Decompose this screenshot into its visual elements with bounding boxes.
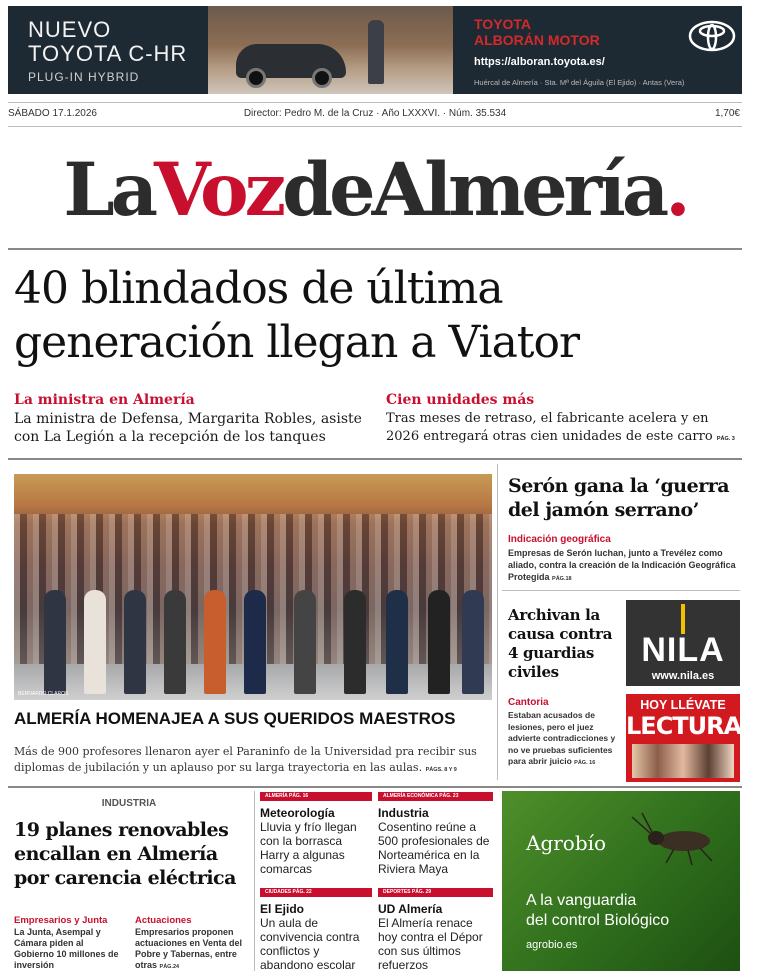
road-line-icon bbox=[681, 604, 685, 634]
brief-headline[interactable]: UD Almería bbox=[378, 902, 443, 916]
guardias-headline[interactable] bbox=[508, 606, 620, 682]
industria-sub2-text bbox=[135, 927, 247, 973]
industria-headline[interactable] bbox=[14, 818, 250, 890]
ad-model-title bbox=[28, 18, 187, 66]
agrobio-slogan bbox=[526, 891, 669, 931]
brief-section-tag: CIUDADES PÁG. 22 bbox=[260, 888, 372, 897]
ad-dealer-name bbox=[474, 16, 600, 48]
brief-section-tag: ALMERÍA PÁG. 16 bbox=[260, 792, 372, 801]
headline-line: por carencia eléctrica bbox=[14, 867, 236, 889]
page-ref: PÁGS. 8 Y 9 bbox=[425, 767, 457, 773]
brief-headline[interactable]: Industria bbox=[378, 806, 429, 820]
headline-line: 4 guardias bbox=[508, 644, 595, 662]
brief-headline[interactable]: Meteorología bbox=[260, 806, 335, 820]
lecturas-ad[interactable] bbox=[626, 694, 758, 782]
ad-locations: Huércal de Almería · Sta. Mª del Águila (El Ejido) · Antas (Vera) bbox=[474, 78, 685, 87]
photo-story-title[interactable]: ALMERÍA HOMENAJEA A SUS QUERIDOS MAESTROS bbox=[14, 709, 456, 728]
headline-line: del jamón serrano’ bbox=[508, 499, 699, 521]
divider bbox=[8, 458, 742, 460]
nila-url[interactable]: www.nila.es bbox=[651, 670, 715, 682]
section-tag: INDUSTRIA bbox=[101, 798, 157, 809]
ad-dealer-line: ALBORÁN MOTOR bbox=[474, 32, 600, 48]
main-right-deck bbox=[386, 410, 738, 448]
nila-brand: NILA bbox=[641, 631, 725, 669]
divider bbox=[8, 248, 742, 250]
masthead-part: de bbox=[282, 147, 372, 233]
divider bbox=[502, 590, 740, 591]
teachers-photo bbox=[14, 474, 492, 700]
column-divider bbox=[254, 791, 255, 971]
agrobio-url[interactable]: agrobio.es bbox=[526, 939, 578, 951]
industria-sub2-kicker: Actuaciones bbox=[135, 915, 192, 926]
masthead-logo[interactable] bbox=[8, 140, 742, 240]
lecturas-brand: LECTURAS bbox=[626, 712, 758, 740]
guardias-kicker: Cantoria bbox=[508, 697, 549, 708]
wheel-icon bbox=[312, 68, 332, 88]
person-figure bbox=[368, 20, 384, 84]
main-right-kicker: Cien unidades más bbox=[386, 392, 535, 408]
ad-car-photo bbox=[208, 6, 453, 94]
headline-line: encallan en Almería bbox=[14, 843, 218, 865]
lecturas-promo: HOY LLÉVATE bbox=[640, 698, 726, 712]
toyota-logo-icon bbox=[688, 20, 736, 52]
ad-model-line: NUEVO bbox=[28, 17, 112, 42]
wheel-icon bbox=[246, 68, 266, 88]
nila-ad[interactable] bbox=[626, 600, 740, 686]
insect-icon bbox=[626, 811, 726, 871]
brief-section-tag: DEPORTES PÁG. 29 bbox=[378, 888, 493, 897]
person-figure bbox=[164, 590, 186, 694]
brief-section-tag: ALMERÍA ECONÓMICA PÁG. 23 bbox=[378, 792, 493, 801]
brief-headline[interactable]: El Ejido bbox=[260, 902, 305, 916]
masthead-part: Almería bbox=[371, 147, 666, 233]
issue-info: Director: Pedro M. de la Cruz · Año LXXXVI. · Núm. 35.534 bbox=[243, 108, 507, 119]
photo-story-body: Más de 900 profesores llenaron ayer el Paraninfo de la Universidad pra recibir sus diplomas de jubilación y un aplauso por su larga trayectoria en las aulas. bbox=[14, 745, 477, 774]
person-figure bbox=[294, 590, 316, 694]
divider bbox=[8, 786, 742, 788]
brief-text: Lluvia y frío llegan con la borrasca Harry a algunas comarcas bbox=[260, 820, 357, 876]
headline-line: 19 planes renovables bbox=[14, 819, 229, 841]
issue-price: 1,70€ bbox=[714, 108, 740, 119]
person-figure bbox=[44, 590, 66, 694]
headline-line: causa contra bbox=[508, 625, 613, 643]
guardias-body: Estaban acusados de lesiones, pero el juez advierte contradicciones y no ve pruebas suficientes para abrir juicio bbox=[508, 710, 616, 766]
person-figure bbox=[244, 590, 266, 694]
page-ref: PÁG. 3 bbox=[716, 436, 735, 442]
industria-sub1-text: La Junta, Asempal y Cámara piden al Gobierno 10 millones de inversión bbox=[14, 927, 119, 970]
agrobio-ad[interactable] bbox=[502, 791, 740, 971]
person-figure bbox=[344, 590, 366, 694]
person-figure bbox=[124, 590, 146, 694]
brief-text: Cosentino reúne a 500 profesionales de Norteamérica en la Riviera Maya bbox=[378, 820, 490, 876]
magazine-covers bbox=[632, 744, 734, 778]
person-figure bbox=[204, 590, 226, 694]
guardias-text bbox=[508, 710, 620, 770]
person-figure bbox=[386, 590, 408, 694]
seron-kicker: Indicación geográfica bbox=[508, 534, 611, 545]
ad-dealer-line: TOYOTA bbox=[474, 16, 532, 32]
main-left-deck: La ministra de Defensa, Margarita Robles, asiste con La Legión a la recepción de los tanques bbox=[14, 411, 362, 445]
main-right-deck-text: Tras meses de retraso, el fabricante acelera y en 2026 entregará otras cien unidades de este carro bbox=[386, 411, 713, 444]
photo-story-text bbox=[14, 744, 492, 778]
issue-date: SÁBADO 17.1.2026 bbox=[8, 108, 97, 119]
headline-line: Archivan la bbox=[508, 606, 600, 624]
ad-model-line: TOYOTA C-HR bbox=[28, 41, 188, 66]
page-ref: PÁG. 16 bbox=[574, 760, 596, 766]
page-ref: PÁG.24 bbox=[159, 964, 180, 970]
person-figure bbox=[84, 590, 106, 694]
masthead-dot: . bbox=[665, 147, 687, 233]
main-left-kicker: La ministra en Almería bbox=[14, 392, 195, 408]
seron-body: Empresas de Serón luchan, junto a Trevélez como aliado, contra la creación de la Indicación Geográfica Protegida bbox=[508, 548, 736, 582]
masthead-part: Voz bbox=[154, 147, 283, 233]
headline-line: generación llegan a Viator bbox=[14, 317, 580, 368]
ad-model-subtitle: PLUG-IN HYBRID bbox=[28, 70, 140, 84]
industria-sub2-body: Empresarios proponen actuaciones en Venta del Pobre y Tabernas, entre otras bbox=[135, 927, 243, 970]
divider bbox=[8, 126, 742, 127]
agrobio-brand: Agrobío bbox=[526, 831, 607, 855]
person-figure bbox=[462, 590, 484, 694]
industria-sub1-kicker: Empresarios y Junta bbox=[14, 915, 108, 926]
brief-text: Un aula de convivencia contra conflictos y abandono escolar bbox=[260, 916, 360, 972]
seron-text bbox=[508, 547, 738, 585]
headline-line: 40 blindados de última bbox=[14, 263, 503, 314]
slogan-line: del control Biológico bbox=[526, 912, 670, 929]
ad-url-link[interactable]: https://alboran.toyota.es/ bbox=[474, 56, 605, 68]
slogan-line: A la vanguardia bbox=[526, 892, 637, 909]
masthead-part: La bbox=[63, 147, 155, 233]
divider bbox=[8, 102, 742, 103]
column-divider bbox=[497, 464, 498, 780]
headline-line: civiles bbox=[508, 663, 559, 681]
brief-text: El Almería renace hoy contra el Dépor con sus últimos refuerzos bbox=[378, 916, 483, 972]
person-figure bbox=[428, 590, 450, 694]
page-ref: PÁG.18 bbox=[552, 576, 572, 582]
seron-headline[interactable] bbox=[508, 474, 738, 522]
photo-credit: BERNARDO CLAROS bbox=[18, 691, 69, 697]
main-headline[interactable] bbox=[14, 262, 734, 370]
toyota-ad-banner[interactable] bbox=[8, 6, 742, 94]
headline-line: Serón gana la ‘guerra bbox=[508, 475, 730, 497]
